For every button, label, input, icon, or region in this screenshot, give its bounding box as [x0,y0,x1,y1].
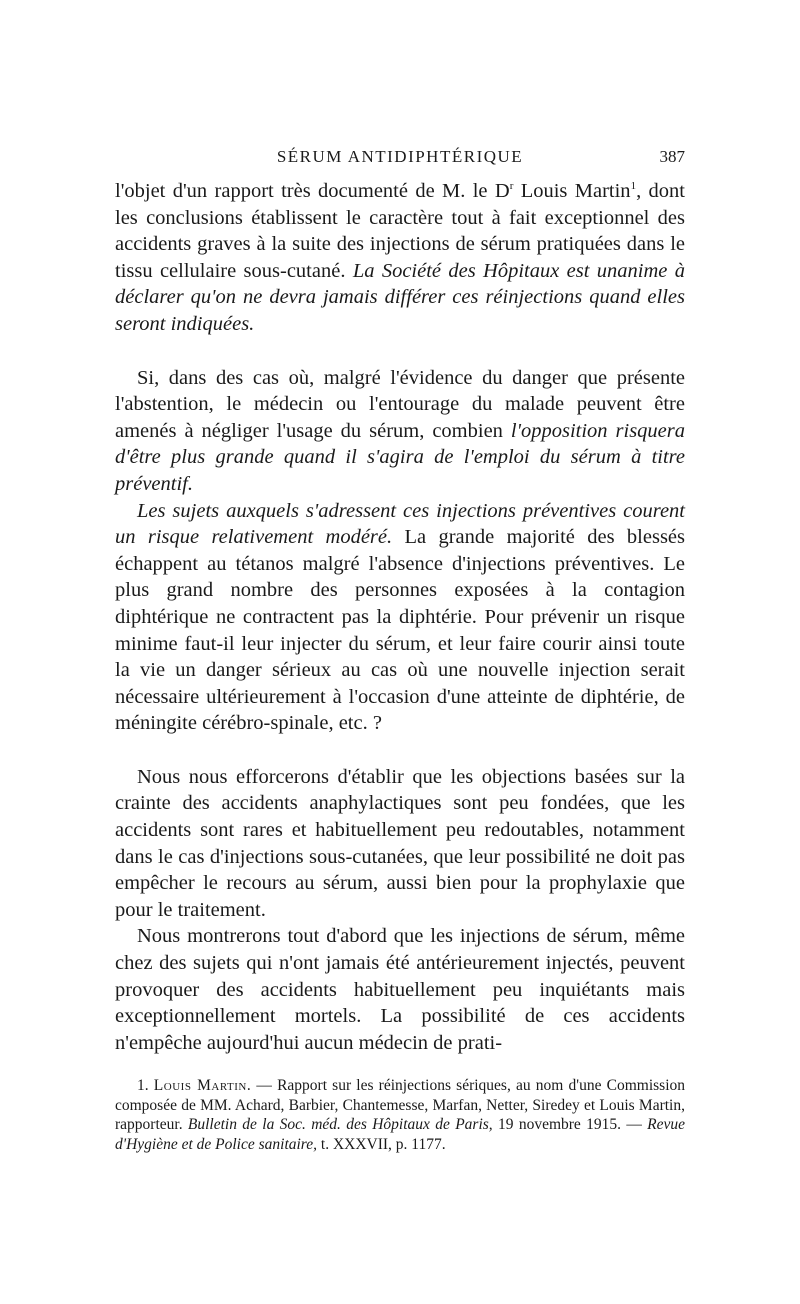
paragraph-4: Nous nous efforcerons d'établir que les objections basées sur la crainte des accidents anaphylactiques sont peu fondées, que les accidents sont rares et habituellement peu redoutables, notamment dans le cas d'injections sous-cutanées, que leur possibilité ne doit pas empêcher le recours au sérum, aussi bien pour la prophylaxie que pour le traitement. [115,765,685,921]
italic-run: l'opposition risquera d'être plus grande quand il s'agira de l'emploi du sérum à titre préventif. [115,419,685,495]
paragraph-5: Nous montrerons tout d'abord que les injections de sérum, même chez des sujets qui n'ont jamais été antérieurement injectés, peuvent provoquer des accidents habituellement peu inquiétants mais exceptionnellement mortels. La possibilité de ces accidents n'empêche aujourd'hui aucun médecin de prati- [115,925,685,1054]
text-run: 19 novembre 1915. — [492,1116,648,1134]
paragraph-1 [115,178,685,338]
text-run: , dont les conclusions établissent le caractère tout à fait exceptionnel des accidents graves à la suite des injections de sérum pratiquées dans le tissu cellulaire sous-cutané. [115,180,685,282]
text-run: Louis Martin [513,180,631,202]
footnote-text [115,1076,685,1154]
text-run: t. XXXVII, p. 1177. [317,1135,446,1153]
footnote-reference: 1 [630,180,637,193]
footnote-author: Louis Martin. [153,1077,252,1094]
text-run: — Rapport sur les réinjections sériques, au nom d'une Commission composée de MM. Achard, Barbier, Chantemesse, Marfan, Netter, Siredey et Louis Martin, rapporteur. [115,1077,685,1134]
footnote [115,1076,685,1154]
paragraph-3 [115,498,685,737]
text-run: Si, dans des cas où, malgré l'évidence du danger que présente l'abstention, le médecin ou l'entourage du malade peuvent être amenés à négliger l'usage du sérum, combien [115,366,685,442]
footnote-number: 1. [137,1077,149,1094]
italic-run: Bulletin de la Soc. méd. des Hôpitaux de Paris, [187,1116,493,1134]
paragraph-2 [115,365,685,498]
page-number: 387 [659,147,685,166]
italic-run: Les sujets auxquels s'adressent ces injections préventives courent un risque relativement modéré. [115,499,685,549]
text-run: La grande majorité des blessés échappent au tétanos malgré l'absence d'injections préventives. Le plus grand nombre des personnes exposées à la contagion diphtérique ne contractent pas la diphtérie. Pour prévenir un risque minime faut-il leur injecter du sérum, et leur faire courir ainsi toute la vie un danger sérieux au cas où une nouvelle injection serait nécessaire ultérieurement à l'occasion d'une atteinte de diphtérie, de méningite cérébro-spinale, etc. ? [115,526,685,735]
text-run: l'objet d'un rapport très documenté de M. le D [115,180,510,202]
italic-run: La Société des Hôpitaux est unanime à déclarer qu'on ne devra jamais différer ces réinjections quand elles seront indiquées. [115,259,685,335]
italic-run: Revue d'Hygiène et de Police sanitaire, [115,1116,686,1153]
superscript-r: r [509,180,514,193]
main-text [115,178,685,1056]
running-title: SÉRUM ANTIDIPHTÉRIQUE [276,147,524,166]
running-header [115,145,685,175]
